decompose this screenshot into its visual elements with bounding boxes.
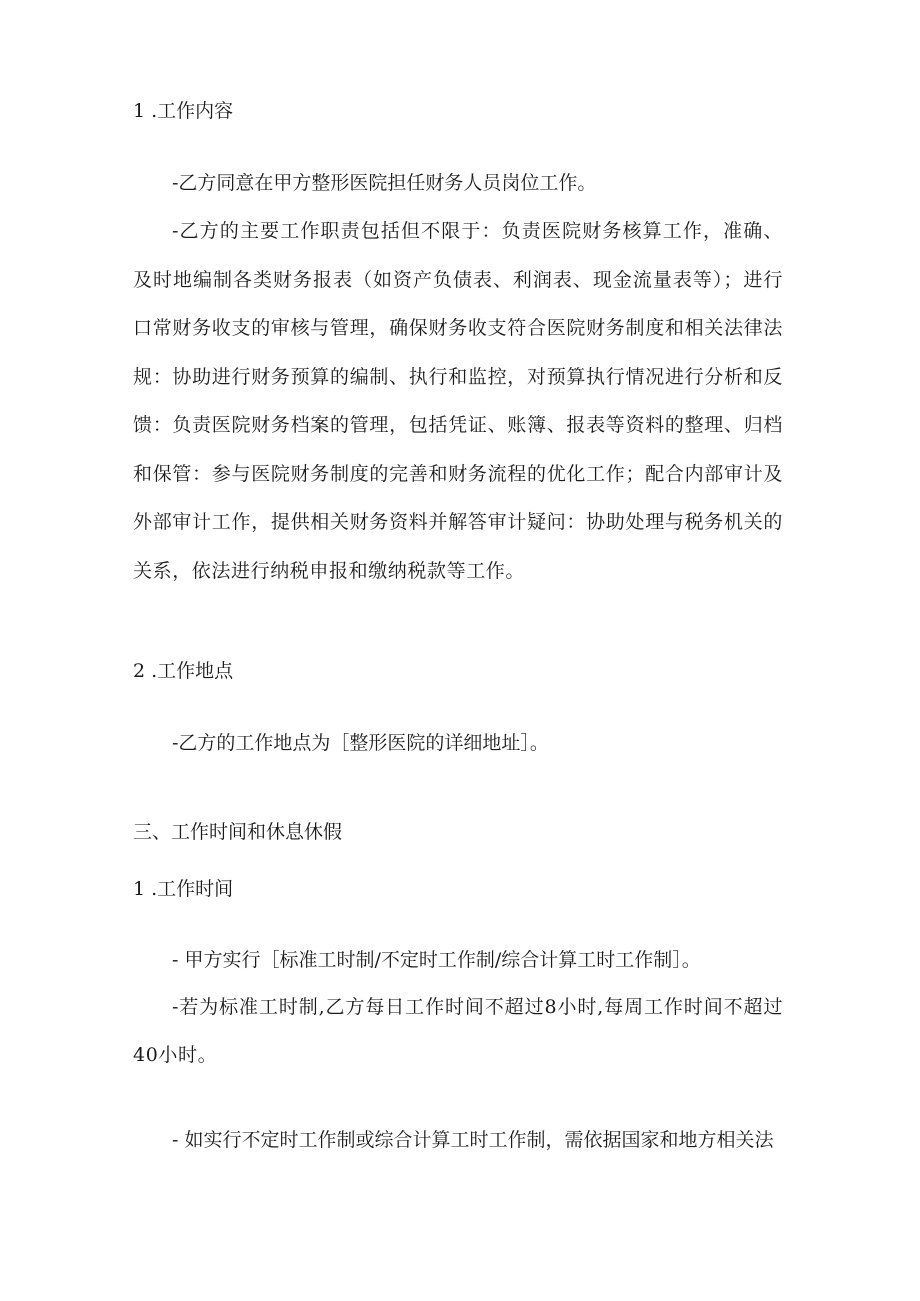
clause-flexible-hours: - 如实行不定时工作制或综合计算工时工作制，需依据国家和地方相关法 (172, 1129, 774, 1151)
clause-work-location: -乙方的工作地点为［整形医院的详细地址］。 (172, 732, 549, 754)
chapter-heading-hours-and-leave: 三、工作时间和休息休假 (133, 821, 343, 843)
section-heading-work-hours: 1 .工作时间 (133, 878, 234, 900)
clause-responsibilities: -乙方的主要工作职责包括但不限于：负责医院财务核算工作，准确、及时地编制各类财务报表（如资产负债表、利润表、现金流量表等）；进行口常财务收支的审核与管理，确保财务收支符合医院财务制度和相关法律法规：协助进行财务预算的编制、执行和监控，对预算执行情况进行分析和反馈：负责医院财务档案的管理，包括凭证、账簿、报表等资料的整理、归档和保管：参与医院财务制度的完善和财务流程的优化工作；配合内部审计及外部审计工作，提供相关财务资料并解答审计疑问：协助处理与税务机关的关系，依法进行纳税申报和缴纳税款等工作。 (133, 220, 783, 582)
clause-working-hour-system: - 甲方实行［标准工时制/不定时工作制/综合计算工时工作制］。 (172, 949, 701, 971)
section-heading-work-content: 1 .工作内容 (133, 100, 234, 122)
section-heading-work-location: 2 .工作地点 (133, 660, 234, 682)
clause-standard-hours: -若为标准工时制,乙方每日工作时间不超过8小时,每周工作时间不超过40小时。 (133, 996, 783, 1066)
clause-position: -乙方同意在甲方整形医院担任财务人员岗位工作。 (172, 172, 597, 194)
